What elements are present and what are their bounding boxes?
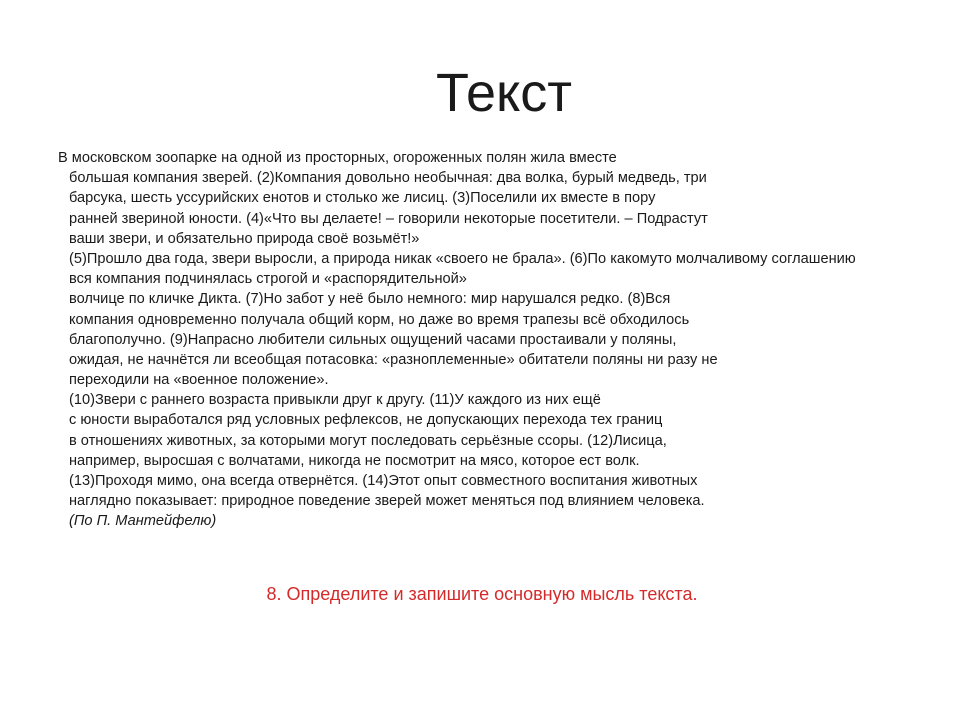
text-line: наглядно показывает: природное поведение зверей может меняться под влиянием человека.	[69, 493, 705, 510]
slide-title: Текст	[436, 63, 572, 123]
text-line: В московском зоопарке на одной из просторных, огороженных полян жила вместе	[58, 150, 617, 166]
text-line: с юности выработался ряд условных рефлексов, не допускающих перехода тех границ	[69, 412, 663, 429]
text-line: (10)Звери с раннего возраста привыкли друг к другу. (11)У каждого из них ещё	[69, 392, 601, 409]
text-line: ранней звериной юности. (4)«Что вы делаете! – говорили некоторые посетители. – Подрастут	[69, 210, 708, 227]
text-line: большая компания зверей. (2)Компания довольно необычная: два волка, бурый медведь, три	[69, 170, 707, 187]
text-line: волчице по кличке Дикта. (7)Но забот у неё было немного: мир нарушался редко. (8)Вся	[69, 291, 671, 308]
text-line: благополучно. (9)Напрасно любители сильных ощущений часами простаивали у поляны,	[69, 331, 677, 348]
text-line: (13)Проходя мимо, она всегда отвернётся. (14)Этот опыт совместного воспитания животных	[69, 473, 698, 489]
text-line: ожидая, не начнётся ли всеобщая потасовка: «разноплеменные» обитатели поляны ни разу не	[69, 351, 718, 368]
text-line: барсука, шесть уссурийских енотов и столько же лисиц. (3)Поселили их вместе в пору	[69, 190, 656, 207]
attribution: (По П. Мантейфелю)	[69, 513, 217, 530]
text-body	[58, 148, 918, 532]
text-line: вся компания подчинялась строгой и «распорядительной»	[69, 271, 467, 288]
text-line: ваши звери, и обязательно природа своё возьмёт!»	[69, 230, 420, 247]
text-line: переходили на «военное положение».	[69, 372, 329, 389]
text-line: например, выросшая с волчатами, никогда не посмотрит на мясо, которое ест волк.	[69, 452, 640, 469]
task-question: 8. Определите и запишите основную мысль текста.	[266, 584, 698, 604]
text-line: компания одновременно получала общий корм, но даже во время трапезы всё обходилось	[69, 311, 690, 328]
text-line: в отношениях животных, за которыми могут последовать серьёзные ссоры. (12)Лисица,	[69, 432, 667, 449]
text-line: (5)Прошло два года, звери выросли, а природа никак «своего не брала». (6)По какомуто молчаливому соглашению	[69, 250, 856, 267]
